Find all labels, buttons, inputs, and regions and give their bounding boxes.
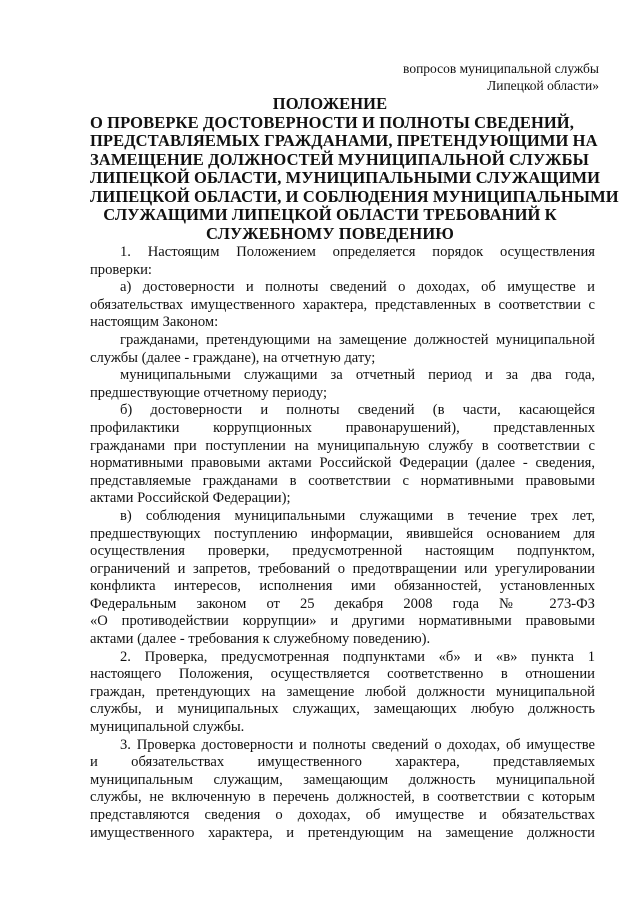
paragraph-line: представляются сведения о доходах, об имуществе и обязательствах xyxy=(90,807,595,823)
paragraph-line: Федеральным законом от 25 декабря 2008 года № 273-ФЗ xyxy=(90,595,595,612)
paragraph-line: муниципальной службы. xyxy=(90,719,245,736)
document-title xyxy=(90,94,619,243)
paragraph-line: нормативными правовыми актами Российской Федерации (далее - сведения, xyxy=(90,455,595,472)
title-line: О ПРОВЕРКЕ ДОСТОВЕРНОСТИ И ПОЛНОТЫ СВЕДЕНИЙ, xyxy=(90,112,574,132)
paragraph-line: муниципальными служащими за отчетный период и за два года, xyxy=(120,367,595,384)
paragraph-line: и обязательствах имущественного характера, представляемых xyxy=(90,754,595,771)
paragraph-line: службы, и муниципальных служащих, замещающих любую должность xyxy=(90,701,595,718)
paragraph-line: службы, не включенную в перечень должностей, в соответствии с которым xyxy=(90,789,595,806)
paragraph-line: обязательствах имущественного характера, представленных в соответствии с xyxy=(90,296,595,313)
paragraph-line: настоящим Законом: xyxy=(90,314,219,331)
paragraph-line: предшествующие отчетному периоду; xyxy=(90,384,328,401)
paragraph-line: 3. Проверка достоверности и полноты сведений о доходах, об имуществе xyxy=(120,736,595,753)
paragraph-line: проверки: xyxy=(90,261,152,278)
paragraph-line: актами Российской Федерации); xyxy=(90,490,291,507)
paragraph-line: профилактики коррупционных правонарушений), представленных xyxy=(90,419,595,436)
paragraph-line: 2. Проверка, предусмотренная подпунктами «б» и «в» пункта 1 xyxy=(120,648,595,665)
paragraph-line: а) достоверности и полноты сведений о доходах, об имуществе и xyxy=(120,279,595,296)
title-line: ПРЕДСТАВЛЯЕМЫХ ГРАЖДАНАМИ, ПРЕТЕНДУЮЩИМИ НА xyxy=(90,131,598,150)
title-line: ЛИПЕЦКОЙ ОБЛАСТИ, МУНИЦИПАЛЬНЫМИ СЛУЖАЩИМИ xyxy=(90,168,601,187)
paragraph-line: предшествующих поступлению информации, явившейся основанием для xyxy=(90,525,595,542)
header-line: вопросов муниципальной службы xyxy=(403,61,599,76)
paragraph-line: гражданами, претендующими на замещение должностей муниципальной xyxy=(120,331,595,348)
header-line: Липецкой области» xyxy=(487,78,599,93)
paragraph-line: имущественного характера, и претендующим на замещение должности xyxy=(90,824,595,841)
title-line: ЗАМЕЩЕНИЕ ДОЛЖНОСТЕЙ МУНИЦИПАЛЬНОЙ СЛУЖБЫ xyxy=(90,149,589,169)
title-line: СЛУЖАЩИМИ ЛИПЕЦКОЙ ОБЛАСТИ ТРЕБОВАНИЙ К xyxy=(103,205,557,224)
paragraph-line: службы (далее - граждане), на отчетную дату; xyxy=(90,349,376,366)
title-line: ЛИПЕЦКОЙ ОБЛАСТИ, И СОБЛЮДЕНИЯ МУНИЦИПАЛЬНЫМИ xyxy=(90,186,619,206)
paragraph-line: осуществления проверки, предусмотренной настоящим подпунктом, xyxy=(90,543,595,560)
paragraph-line: конфликта интересов, исполнения ими обязанностей, установленных xyxy=(90,578,595,595)
paragraph-line: граждан, претендующих на замещение любой должности муниципальной xyxy=(90,683,595,700)
document-body xyxy=(90,244,595,842)
title-line: СЛУЖЕБНОМУ ПОВЕДЕНИЮ xyxy=(206,223,454,243)
paragraph-line: «О противодействии коррупции» и другими нормативными правовыми xyxy=(90,613,595,630)
paragraph-line: актами (далее - требования к служебному поведению). xyxy=(90,631,431,648)
paragraph-line: б) достоверности и полноты сведений (в части, касающейся xyxy=(120,402,595,419)
paragraph-line: представляемые гражданами в соответствии с нормативными правовыми xyxy=(90,472,595,489)
paragraph-line: муниципальным служащим, замещающим должность муниципальной xyxy=(90,771,595,788)
paragraph-line: гражданами при поступлении на муниципальную службу в соответствии с xyxy=(90,437,595,454)
header-reference xyxy=(403,60,599,94)
paragraph-line: в) соблюдения муниципальными служащими в течение трех лет, xyxy=(120,507,595,524)
paragraph-line: настоящего Положения, осуществляется соответственно в отношении xyxy=(90,666,595,683)
paragraph-line: 1. Настоящим Положением определяется порядок осуществления xyxy=(120,244,595,260)
title-line: ПОЛОЖЕНИЕ xyxy=(272,94,388,113)
paragraph-line: ограничений и запретов, требований о предотвращении или урегулировании xyxy=(90,560,595,577)
